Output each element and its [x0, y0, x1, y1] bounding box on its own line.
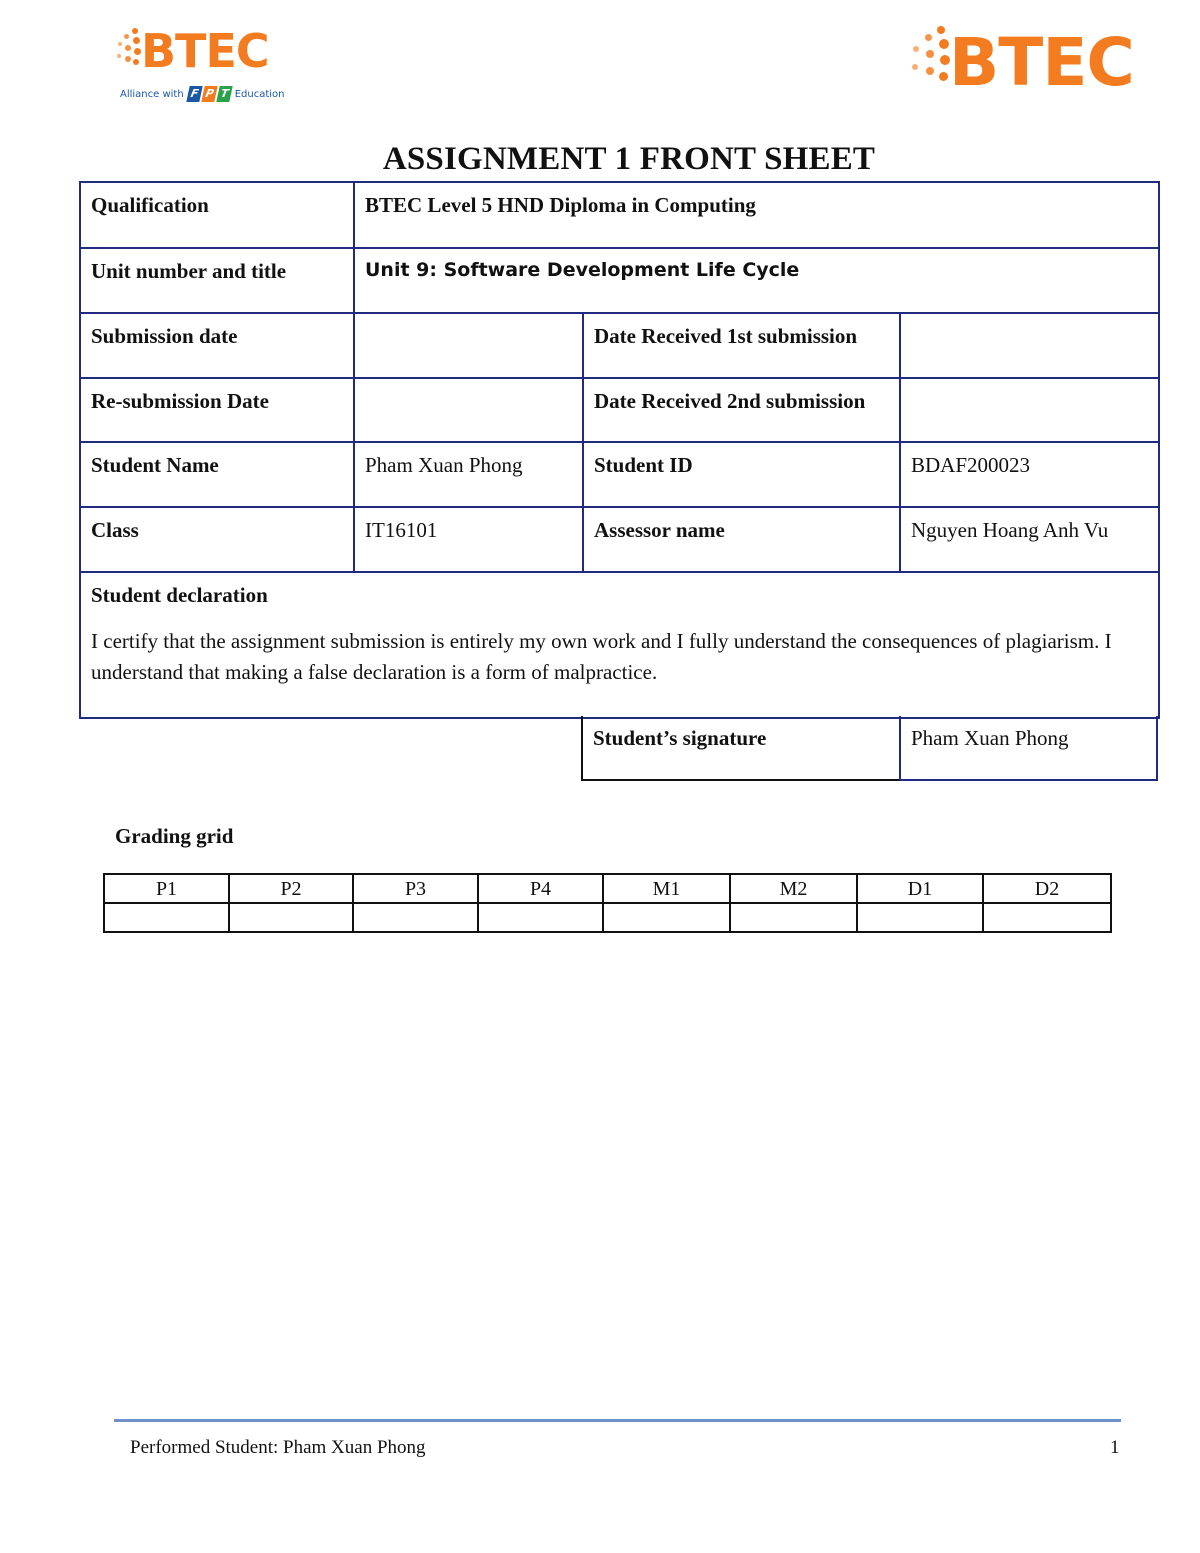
declaration-cell	[80, 572, 1159, 718]
tagline-prefix: Alliance with	[120, 88, 184, 100]
front-sheet-table	[79, 181, 1160, 719]
date-received-1-label: Date Received 1st submission	[583, 313, 900, 378]
btec-fpt-logo	[114, 24, 284, 114]
grading-value-row	[104, 903, 1111, 932]
student-id-value: BDAF200023	[900, 442, 1159, 507]
tagline-suffix: Education	[234, 88, 285, 100]
grade-header-m2: M2	[730, 874, 857, 903]
date-received-2-label: Date Received 2nd submission	[583, 378, 900, 442]
declaration-row	[80, 572, 1159, 718]
date-received-1-value	[900, 313, 1159, 378]
grade-cell-m2	[730, 903, 857, 932]
btec-wordmark: BTEC	[949, 24, 1134, 101]
class-value: IT16101	[354, 507, 583, 572]
grade-cell-d1	[857, 903, 983, 932]
declaration-title: Student declaration	[91, 583, 268, 607]
alliance-tagline	[120, 86, 284, 102]
grade-cell-p3	[353, 903, 478, 932]
grade-header-m1: M1	[603, 874, 730, 903]
submission-row	[80, 313, 1159, 378]
signature-label: Student’s signature	[581, 716, 899, 781]
unit-label: Unit number and title	[80, 248, 354, 313]
grade-header-d1: D1	[857, 874, 983, 903]
btec-dots-icon	[907, 26, 953, 86]
grade-header-p4: P4	[478, 874, 603, 903]
resubmission-date-value	[354, 378, 583, 442]
grade-header-p3: P3	[353, 874, 478, 903]
fpt-icon	[188, 86, 231, 102]
fpt-letter: T	[216, 86, 232, 102]
btec-dots-icon	[114, 28, 144, 68]
qualification-label: Qualification	[80, 182, 354, 248]
footer-divider	[114, 1419, 1121, 1422]
unit-row	[80, 248, 1159, 313]
declaration-text: I certify that the assignment submission is entirely my own work and I fully understand the consequences of plagiarism. I understand that making a false declaration is a form of malpractice.	[91, 629, 1112, 684]
fpt-letter: F	[186, 86, 202, 102]
grade-header-p2: P2	[229, 874, 353, 903]
grade-header-p1: P1	[104, 874, 229, 903]
qualification-value: BTEC Level 5 HND Diploma in Computing	[354, 182, 1159, 248]
student-name-label: Student Name	[80, 442, 354, 507]
class-label: Class	[80, 507, 354, 572]
grade-header-d2: D2	[983, 874, 1111, 903]
grade-cell-p2	[229, 903, 353, 932]
date-received-2-value	[900, 378, 1159, 442]
grading-header-row	[104, 874, 1111, 903]
btec-wordmark: BTEC	[141, 24, 269, 78]
submission-date-value	[354, 313, 583, 378]
resubmission-row	[80, 378, 1159, 442]
page-title: ASSIGNMENT 1 FRONT SHEET	[382, 141, 876, 177]
footer-performed-student: Performed Student: Pham Xuan Phong	[130, 1437, 426, 1458]
student-name-value: Pham Xuan Phong	[354, 442, 583, 507]
grading-grid-table	[103, 873, 1112, 933]
resubmission-date-label: Re-submission Date	[80, 378, 354, 442]
student-row	[80, 442, 1159, 507]
signature-value: Pham Xuan Phong	[899, 716, 1158, 781]
btec-logo-right	[905, 22, 1150, 102]
unit-value: Unit 9: Software Development Life Cycle	[354, 248, 1159, 313]
grading-grid-title: Grading grid	[115, 824, 234, 848]
grade-cell-p4	[478, 903, 603, 932]
grade-cell-m1	[603, 903, 730, 932]
student-id-label: Student ID	[583, 442, 900, 507]
grade-cell-d2	[983, 903, 1111, 932]
submission-date-label: Submission date	[80, 313, 354, 378]
signature-row	[581, 716, 1158, 781]
qualification-row	[80, 182, 1159, 248]
footer-page-number: 1	[1110, 1437, 1120, 1458]
class-row	[80, 507, 1159, 572]
assessor-value: Nguyen Hoang Anh Vu	[900, 507, 1159, 572]
fpt-letter: P	[201, 86, 217, 102]
assessor-label: Assessor name	[583, 507, 900, 572]
grade-cell-p1	[104, 903, 229, 932]
